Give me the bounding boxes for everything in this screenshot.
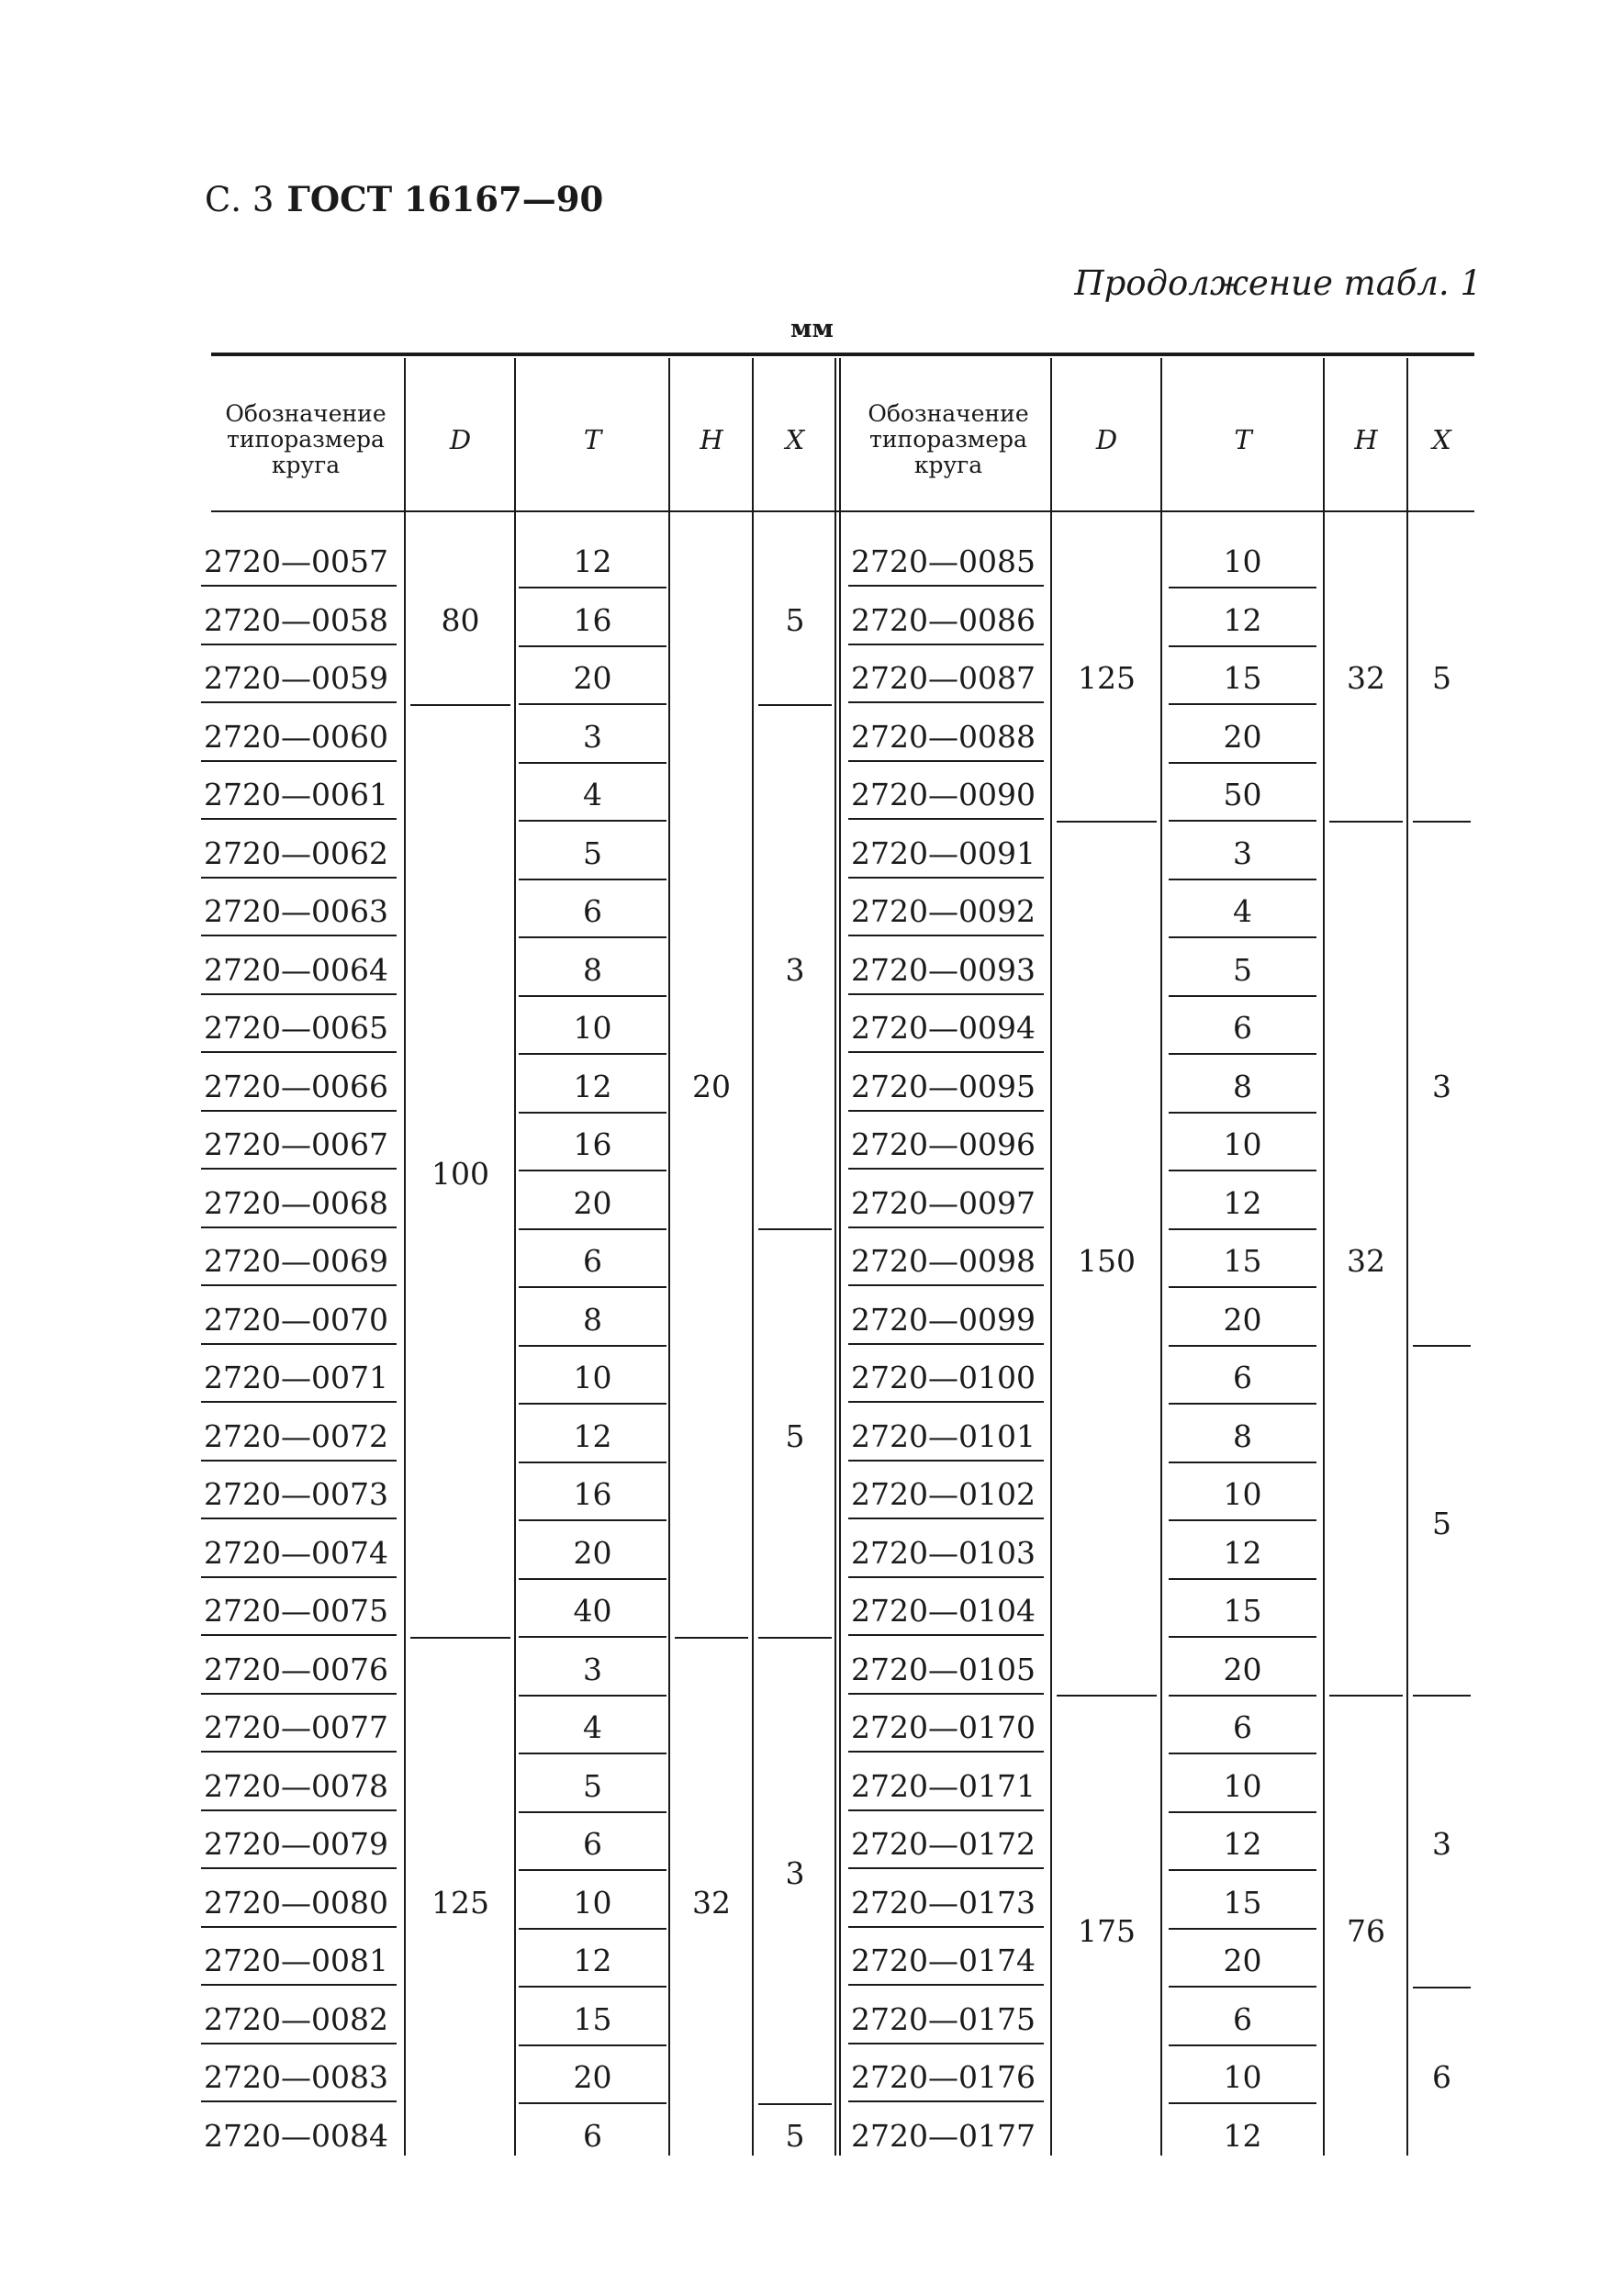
column-separator bbox=[668, 358, 670, 2156]
designation-code: 2720—0079 bbox=[204, 1826, 388, 1862]
t-value: 3 bbox=[583, 1651, 602, 1687]
t-underline bbox=[519, 703, 666, 705]
row-underline bbox=[201, 1284, 397, 1286]
h-value: 20 bbox=[692, 1068, 731, 1104]
d-value: 125 bbox=[431, 1884, 489, 1921]
row-underline bbox=[848, 585, 1044, 587]
t-underline bbox=[1169, 1811, 1316, 1813]
t-value: 20 bbox=[573, 660, 612, 696]
t-value: 40 bbox=[573, 1593, 612, 1629]
designation-code: 2720—0104 bbox=[851, 1593, 1036, 1629]
table-header-rule bbox=[211, 510, 1474, 512]
column-separator bbox=[1160, 358, 1162, 2156]
t-underline bbox=[519, 1519, 666, 1521]
t-underline bbox=[519, 1636, 666, 1638]
designation-code: 2720—0175 bbox=[851, 2000, 1036, 2037]
t-underline bbox=[1169, 820, 1316, 822]
t-value: 10 bbox=[1223, 2059, 1262, 2095]
t-value: 10 bbox=[573, 1010, 612, 1046]
designation-code: 2720—0070 bbox=[204, 1301, 388, 1338]
row-underline bbox=[201, 1867, 397, 1869]
x-group-boundary bbox=[758, 1637, 832, 1639]
row-underline bbox=[201, 818, 397, 820]
t-underline bbox=[519, 1695, 666, 1697]
row-underline bbox=[201, 585, 397, 587]
t-underline bbox=[519, 879, 666, 880]
designation-code: 2720—0094 bbox=[851, 1010, 1036, 1046]
row-underline bbox=[848, 818, 1044, 820]
t-value: 12 bbox=[573, 543, 612, 579]
designation-code: 2720—0059 bbox=[204, 660, 388, 696]
designation-code: 2720—0101 bbox=[851, 1417, 1036, 1454]
designation-code: 2720—0084 bbox=[204, 2117, 388, 2154]
t-value: 15 bbox=[1223, 1593, 1262, 1629]
designation-code: 2720—0103 bbox=[851, 1534, 1036, 1571]
t-underline bbox=[519, 1928, 666, 1930]
x-value: 5 bbox=[785, 1417, 805, 1454]
designation-code: 2720—0066 bbox=[204, 1068, 388, 1104]
designation-code: 2720—0072 bbox=[204, 1417, 388, 1454]
x-group-boundary bbox=[758, 1228, 832, 1230]
d-value: 150 bbox=[1078, 1243, 1136, 1279]
x-group-boundary bbox=[1413, 821, 1471, 823]
row-underline bbox=[848, 701, 1044, 703]
column-separator bbox=[752, 358, 754, 2156]
row-underline bbox=[848, 1401, 1044, 1403]
units-label: мм bbox=[790, 315, 834, 343]
designation-code: 2720—0085 bbox=[851, 543, 1036, 579]
t-value: 6 bbox=[583, 893, 602, 929]
t-value: 50 bbox=[1223, 777, 1262, 812]
designation-code: 2720—0171 bbox=[851, 1767, 1036, 1804]
row-underline bbox=[848, 1926, 1044, 1928]
row-underline bbox=[848, 644, 1044, 645]
t-underline bbox=[1169, 2102, 1316, 2104]
t-value: 6 bbox=[1233, 2000, 1252, 2037]
t-value: 10 bbox=[573, 1884, 612, 1921]
h-value: 32 bbox=[1347, 660, 1385, 696]
t-value: 8 bbox=[1233, 1068, 1252, 1104]
left-designation-header: Обозначение типоразмера круга bbox=[225, 400, 386, 478]
t-value: 6 bbox=[583, 2117, 602, 2154]
t-underline bbox=[1169, 645, 1316, 647]
t-value: 4 bbox=[583, 777, 602, 812]
designation-code: 2720—0170 bbox=[851, 1709, 1036, 1745]
t-value: 20 bbox=[573, 1534, 612, 1571]
designation-code: 2720—0060 bbox=[204, 718, 388, 755]
row-underline bbox=[848, 2043, 1044, 2044]
t-underline bbox=[1169, 1053, 1316, 1055]
right-x-header: X bbox=[1432, 424, 1451, 455]
t-underline bbox=[519, 762, 666, 764]
t-value: 12 bbox=[1223, 1826, 1262, 1862]
designation-code: 2720—0078 bbox=[204, 1767, 388, 1804]
designation-code: 2720—0090 bbox=[851, 777, 1036, 812]
row-underline bbox=[848, 760, 1044, 762]
row-underline bbox=[201, 1401, 397, 1403]
x-value: 5 bbox=[1432, 660, 1451, 696]
t-value: 6 bbox=[1233, 1010, 1252, 1046]
row-underline bbox=[201, 993, 397, 995]
t-underline bbox=[519, 645, 666, 647]
t-value: 20 bbox=[1223, 718, 1262, 755]
designation-code: 2720—0098 bbox=[851, 1243, 1036, 1279]
t-underline bbox=[1169, 1578, 1316, 1580]
t-value: 16 bbox=[573, 1476, 612, 1512]
row-underline bbox=[201, 644, 397, 645]
t-underline bbox=[1169, 1112, 1316, 1114]
t-value: 8 bbox=[583, 951, 602, 988]
x-value: 6 bbox=[1432, 2059, 1451, 2095]
x-group-boundary bbox=[1413, 1695, 1471, 1697]
left-t-header: T bbox=[583, 424, 602, 455]
t-value: 3 bbox=[1233, 834, 1252, 871]
page-number: С. 3 bbox=[205, 180, 274, 219]
d-value: 80 bbox=[441, 601, 480, 638]
row-underline bbox=[848, 1284, 1044, 1286]
x-value: 3 bbox=[785, 951, 805, 988]
t-underline bbox=[1169, 1636, 1316, 1638]
row-underline bbox=[201, 1110, 397, 1112]
t-value: 5 bbox=[583, 1767, 602, 1804]
designation-code: 2720—0065 bbox=[204, 1010, 388, 1046]
designation-code: 2720—0061 bbox=[204, 777, 388, 812]
designation-code: 2720—0093 bbox=[851, 951, 1036, 988]
t-underline bbox=[1169, 1403, 1316, 1405]
row-underline bbox=[848, 1751, 1044, 1753]
row-underline bbox=[201, 760, 397, 762]
t-underline bbox=[1169, 703, 1316, 705]
designation-code: 2720—0063 bbox=[204, 893, 388, 929]
designation-code: 2720—0074 bbox=[204, 1534, 388, 1571]
t-underline bbox=[519, 1345, 666, 1347]
h-value: 76 bbox=[1347, 1913, 1385, 1950]
t-value: 15 bbox=[573, 2000, 612, 2037]
designation-code: 2720—0086 bbox=[851, 601, 1036, 638]
row-underline bbox=[848, 1460, 1044, 1462]
t-underline bbox=[519, 1228, 666, 1230]
t-value: 15 bbox=[1223, 1243, 1262, 1279]
t-value: 10 bbox=[1223, 543, 1262, 579]
designation-code: 2720—0100 bbox=[851, 1360, 1036, 1395]
t-underline bbox=[519, 1578, 666, 1580]
t-underline bbox=[519, 2102, 666, 2104]
designation-code: 2720—0057 bbox=[204, 543, 388, 579]
row-underline bbox=[201, 1751, 397, 1753]
designation-code: 2720—0087 bbox=[851, 660, 1036, 696]
column-separator bbox=[1323, 358, 1325, 2156]
designation-code: 2720—0177 bbox=[851, 2117, 1036, 2154]
designation-code: 2720—0064 bbox=[204, 951, 388, 988]
t-value: 8 bbox=[1233, 1417, 1252, 1454]
right-d-header: D bbox=[1095, 424, 1118, 455]
designation-code: 2720—0174 bbox=[851, 1943, 1036, 1978]
d-value: 125 bbox=[1078, 660, 1136, 696]
x-value: 5 bbox=[785, 2117, 805, 2154]
row-underline bbox=[848, 2100, 1044, 2102]
designation-code: 2720—0069 bbox=[204, 1243, 388, 1279]
designation-code: 2720—0075 bbox=[204, 1593, 388, 1629]
t-value: 12 bbox=[573, 1068, 612, 1104]
x-value: 3 bbox=[785, 1854, 805, 1891]
d-group-boundary bbox=[1057, 821, 1157, 823]
designation-code: 2720—0091 bbox=[851, 834, 1036, 871]
h-group-boundary bbox=[675, 1637, 748, 1639]
h-value: 32 bbox=[692, 1884, 731, 1921]
t-underline bbox=[1169, 1345, 1316, 1347]
designation-code: 2720—0076 bbox=[204, 1651, 388, 1687]
table-top-rule bbox=[211, 353, 1474, 356]
designation-code: 2720—0067 bbox=[204, 1126, 388, 1162]
x-group-boundary bbox=[1413, 1345, 1471, 1347]
t-underline bbox=[1169, 2044, 1316, 2046]
right-t-header: T bbox=[1234, 424, 1252, 455]
designation-code: 2720—0073 bbox=[204, 1476, 388, 1512]
designation-code: 2720—0080 bbox=[204, 1884, 388, 1921]
designation-code: 2720—0088 bbox=[851, 718, 1036, 755]
row-underline bbox=[201, 1576, 397, 1578]
d-value: 100 bbox=[431, 1155, 489, 1192]
x-value: 5 bbox=[1432, 1505, 1451, 1541]
t-value: 12 bbox=[573, 1417, 612, 1454]
row-underline bbox=[201, 701, 397, 703]
t-value: 15 bbox=[1223, 1884, 1262, 1921]
t-underline bbox=[519, 587, 666, 588]
t-underline bbox=[1169, 1928, 1316, 1930]
row-underline bbox=[201, 1809, 397, 1811]
t-underline bbox=[519, 1462, 666, 1463]
designation-code: 2720—0096 bbox=[851, 1126, 1036, 1162]
t-value: 12 bbox=[1223, 2117, 1262, 2154]
row-underline bbox=[201, 1693, 397, 1695]
h-value: 32 bbox=[1347, 1243, 1385, 1279]
designation-code: 2720—0071 bbox=[204, 1360, 388, 1395]
t-value: 6 bbox=[583, 1243, 602, 1279]
t-value: 4 bbox=[1233, 893, 1252, 929]
t-underline bbox=[519, 995, 666, 997]
t-underline bbox=[519, 1986, 666, 1988]
t-value: 8 bbox=[583, 1301, 602, 1338]
designation-code: 2720—0172 bbox=[851, 1826, 1036, 1862]
row-underline bbox=[848, 1110, 1044, 1112]
row-underline bbox=[848, 1984, 1044, 1986]
t-value: 20 bbox=[1223, 1301, 1262, 1338]
standard-number: ГОСТ 16167—90 bbox=[286, 179, 604, 219]
t-underline bbox=[1169, 1462, 1316, 1463]
page-header bbox=[205, 179, 603, 219]
row-underline bbox=[848, 1867, 1044, 1869]
t-value: 15 bbox=[1223, 660, 1262, 696]
row-underline bbox=[201, 1343, 397, 1345]
t-underline bbox=[519, 1286, 666, 1288]
designation-code: 2720—0068 bbox=[204, 1184, 388, 1221]
designation-code: 2720—0083 bbox=[204, 2059, 388, 2095]
designation-code: 2720—0092 bbox=[851, 893, 1036, 929]
row-underline bbox=[201, 1634, 397, 1636]
t-underline bbox=[1169, 995, 1316, 997]
t-underline bbox=[519, 820, 666, 822]
designation-code: 2720—0058 bbox=[204, 601, 388, 638]
row-underline bbox=[848, 1051, 1044, 1053]
row-underline bbox=[848, 1227, 1044, 1228]
t-value: 20 bbox=[573, 2059, 612, 2095]
h-group-boundary bbox=[1329, 1695, 1403, 1697]
t-value: 10 bbox=[1223, 1476, 1262, 1512]
row-underline bbox=[848, 1693, 1044, 1695]
t-value: 12 bbox=[1223, 1184, 1262, 1221]
designation-code: 2720—0062 bbox=[204, 834, 388, 871]
designation-code: 2720—0097 bbox=[851, 1184, 1036, 1221]
t-underline bbox=[519, 1403, 666, 1405]
t-value: 16 bbox=[573, 601, 612, 638]
t-underline bbox=[519, 1112, 666, 1114]
row-underline bbox=[201, 1168, 397, 1170]
right-designation-header: Обозначение типоразмера круга bbox=[868, 400, 1029, 478]
t-underline bbox=[1169, 1869, 1316, 1871]
row-underline bbox=[848, 1168, 1044, 1170]
t-value: 3 bbox=[583, 718, 602, 755]
t-underline bbox=[1169, 1519, 1316, 1521]
t-value: 10 bbox=[573, 1360, 612, 1395]
row-underline bbox=[201, 935, 397, 936]
x-group-boundary bbox=[758, 2103, 832, 2105]
x-value: 3 bbox=[1432, 1826, 1451, 1862]
t-underline bbox=[519, 1170, 666, 1171]
row-underline bbox=[201, 1051, 397, 1053]
row-underline bbox=[848, 877, 1044, 879]
d-group-boundary bbox=[410, 704, 510, 706]
t-value: 10 bbox=[1223, 1767, 1262, 1804]
designation-code: 2720—0077 bbox=[204, 1709, 388, 1745]
t-underline bbox=[519, 2044, 666, 2046]
row-underline bbox=[848, 1809, 1044, 1811]
t-underline bbox=[1169, 587, 1316, 588]
t-underline bbox=[1169, 936, 1316, 938]
row-underline bbox=[848, 1634, 1044, 1636]
column-separator bbox=[514, 358, 516, 2156]
row-underline bbox=[848, 1343, 1044, 1345]
d-value: 175 bbox=[1078, 1913, 1136, 1950]
left-h-header: H bbox=[700, 424, 723, 455]
t-underline bbox=[1169, 879, 1316, 880]
row-underline bbox=[848, 935, 1044, 936]
designation-code: 2720—0095 bbox=[851, 1068, 1036, 1104]
left-x-header: X bbox=[785, 424, 805, 455]
t-underline bbox=[1169, 1753, 1316, 1754]
t-value: 16 bbox=[573, 1126, 612, 1162]
t-underline bbox=[519, 1053, 666, 1055]
t-underline bbox=[1169, 1228, 1316, 1230]
t-value: 20 bbox=[1223, 1943, 1262, 1978]
t-value: 20 bbox=[573, 1184, 612, 1221]
column-separator bbox=[404, 358, 406, 2156]
t-value: 12 bbox=[573, 1943, 612, 1978]
t-underline bbox=[1169, 1986, 1316, 1988]
h-group-boundary bbox=[1329, 821, 1403, 823]
designation-code: 2720—0081 bbox=[204, 1943, 388, 1978]
right-h-header: H bbox=[1354, 424, 1378, 455]
designation-code: 2720—0102 bbox=[851, 1476, 1036, 1512]
designation-code: 2720—0099 bbox=[851, 1301, 1036, 1338]
t-value: 10 bbox=[1223, 1126, 1262, 1162]
t-value: 6 bbox=[583, 1826, 602, 1862]
t-underline bbox=[519, 1811, 666, 1813]
row-underline bbox=[201, 877, 397, 879]
row-underline bbox=[848, 1576, 1044, 1578]
x-value: 3 bbox=[1432, 1068, 1451, 1104]
d-group-boundary bbox=[410, 1637, 510, 1639]
row-underline bbox=[201, 1227, 397, 1228]
column-separator bbox=[1050, 358, 1052, 2156]
row-underline bbox=[201, 1460, 397, 1462]
t-value: 20 bbox=[1223, 1651, 1262, 1687]
designation-code: 2720—0173 bbox=[851, 1884, 1036, 1921]
x-group-boundary bbox=[1413, 1987, 1471, 1988]
column-separator bbox=[1406, 358, 1408, 2156]
t-value: 6 bbox=[1233, 1360, 1252, 1395]
column-separator bbox=[839, 358, 841, 2156]
t-underline bbox=[1169, 1695, 1316, 1697]
x-value: 5 bbox=[785, 601, 805, 638]
t-value: 12 bbox=[1223, 1534, 1262, 1571]
d-group-boundary bbox=[1057, 1695, 1157, 1697]
row-underline bbox=[201, 2043, 397, 2044]
t-value: 5 bbox=[1233, 951, 1252, 988]
row-underline bbox=[201, 1926, 397, 1928]
row-underline bbox=[848, 1518, 1044, 1519]
designation-code: 2720—0082 bbox=[204, 2000, 388, 2037]
t-underline bbox=[1169, 1170, 1316, 1171]
designation-code: 2720—0105 bbox=[851, 1651, 1036, 1687]
left-d-header: D bbox=[449, 424, 472, 455]
t-value: 12 bbox=[1223, 601, 1262, 638]
t-underline bbox=[1169, 762, 1316, 764]
row-underline bbox=[201, 1518, 397, 1519]
t-underline bbox=[519, 1869, 666, 1871]
designation-code: 2720—0176 bbox=[851, 2059, 1036, 2095]
row-underline bbox=[201, 2100, 397, 2102]
t-underline bbox=[519, 936, 666, 938]
t-value: 4 bbox=[583, 1709, 602, 1745]
t-underline bbox=[1169, 1286, 1316, 1288]
x-group-boundary bbox=[758, 704, 832, 706]
t-value: 5 bbox=[583, 834, 602, 871]
table-continuation-note: Продолжение табл. 1 bbox=[1074, 263, 1482, 303]
row-underline bbox=[201, 1984, 397, 1986]
t-value: 6 bbox=[1233, 1709, 1252, 1745]
t-underline bbox=[519, 1753, 666, 1754]
row-underline bbox=[848, 993, 1044, 995]
